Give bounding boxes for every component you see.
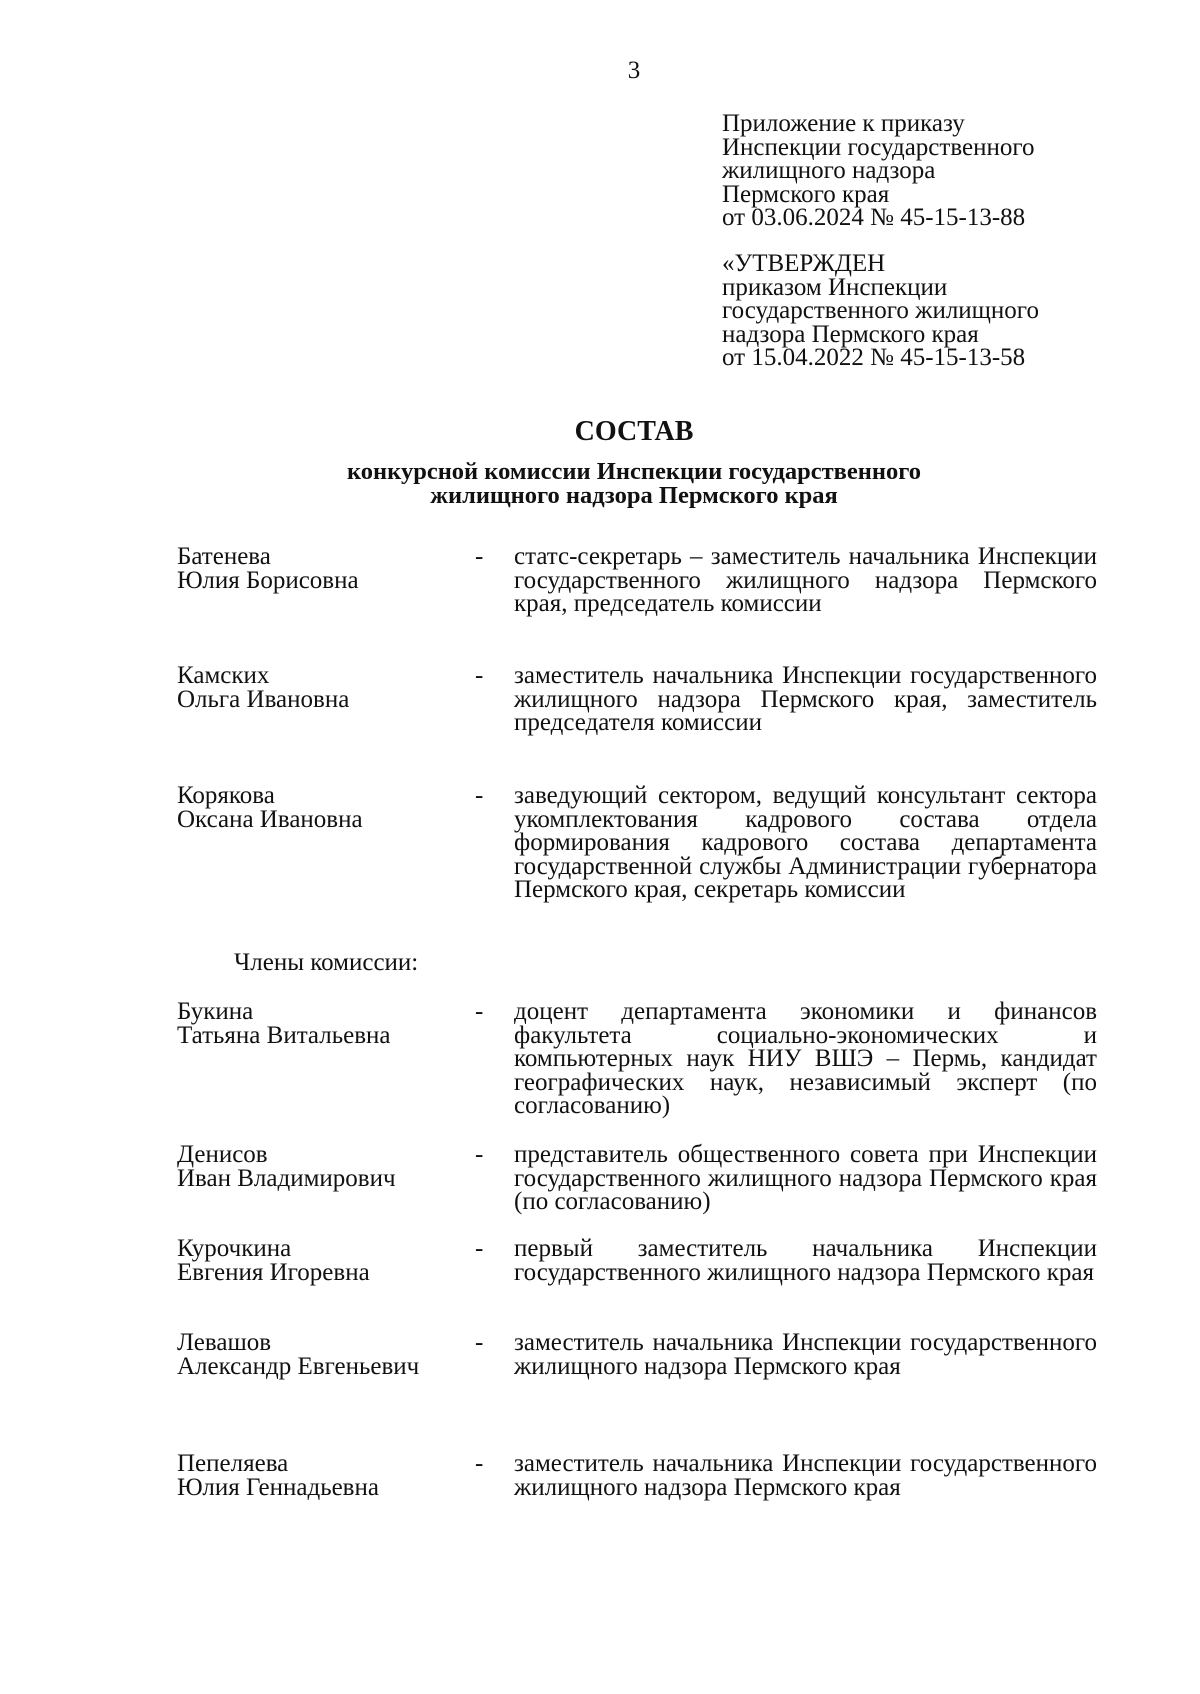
document-subtitle: конкурсной комиссии Инспекции государственного жилищного надзора Пермского края — [347, 458, 921, 509]
member-name: Батенева Юлия Борисовна — [177, 543, 359, 594]
member-role: представитель общественного совета при Инспекции государственного жилищного надзора Пермского края (по согласованию) — [514, 1141, 1097, 1215]
member-role: заместитель начальника Инспекции государственного жилищного надзора Пермского края, заместитель председателя комиссии — [514, 662, 1097, 736]
member-dash: - — [475, 998, 484, 1025]
member-dash: - — [475, 1329, 484, 1356]
member-dash: - — [475, 1235, 484, 1262]
member-name: Денисов Иван Владимирович — [177, 1141, 396, 1192]
page-number: 3 — [627, 57, 641, 84]
member-role: заместитель начальника Инспекции государственного жилищного надзора Пермского края — [514, 1329, 1097, 1380]
member-name: Курочкина Евгения Игоревна — [177, 1235, 370, 1286]
member-dash: - — [475, 1450, 484, 1477]
member-dash: - — [475, 662, 484, 689]
member-role: заведующий сектором, ведущий консультант сектора укомплектования кадрового состава отдела формирования кадрового состава департамента государственной службы Администрации губернатора Пермского края, секретарь комиссии — [514, 782, 1097, 903]
appendix-block: Приложение к приказу Инспекции государственного жилищного надзора Пермского края от 03.06.2024 № 45-15-13-88 — [722, 110, 1035, 231]
member-dash: - — [475, 1141, 484, 1168]
member-name: Корякова Оксана Ивановна — [177, 782, 363, 833]
member-role: заместитель начальника Инспекции государственного жилищного надзора Пермского края — [514, 1450, 1097, 1501]
member-name: Камских Ольга Ивановна — [177, 662, 350, 713]
document-title: СОСТАВ — [574, 416, 694, 447]
members-section-label: Члены комиссии: — [234, 949, 419, 976]
member-role: статс-секретарь – заместитель начальника Инспекции государственного жилищного надзора Пермского края, председатель комиссии — [514, 543, 1097, 617]
approved-block: «УТВЕРЖДЕН приказом Инспекции государственного жилищного надзора Пермского края от 15.04.2022 № 45-15-13-58 — [722, 250, 1039, 371]
member-role: доцент департамента экономики и финансов факультета социально-экономических и компьютерных наук НИУ ВШЭ – Пермь, кандидат географических наук, независимый эксперт (по согласованию) — [514, 998, 1097, 1119]
member-role: первый заместитель начальника Инспекции государственного жилищного надзора Пермского края — [514, 1235, 1097, 1286]
member-dash: - — [475, 782, 484, 809]
member-name: Букина Татьяна Витальевна — [177, 998, 391, 1049]
member-name: Левашов Александр Евгеньевич — [177, 1329, 420, 1380]
member-name: Пепеляева Юлия Геннадьевна — [177, 1450, 379, 1501]
member-dash: - — [475, 543, 484, 570]
